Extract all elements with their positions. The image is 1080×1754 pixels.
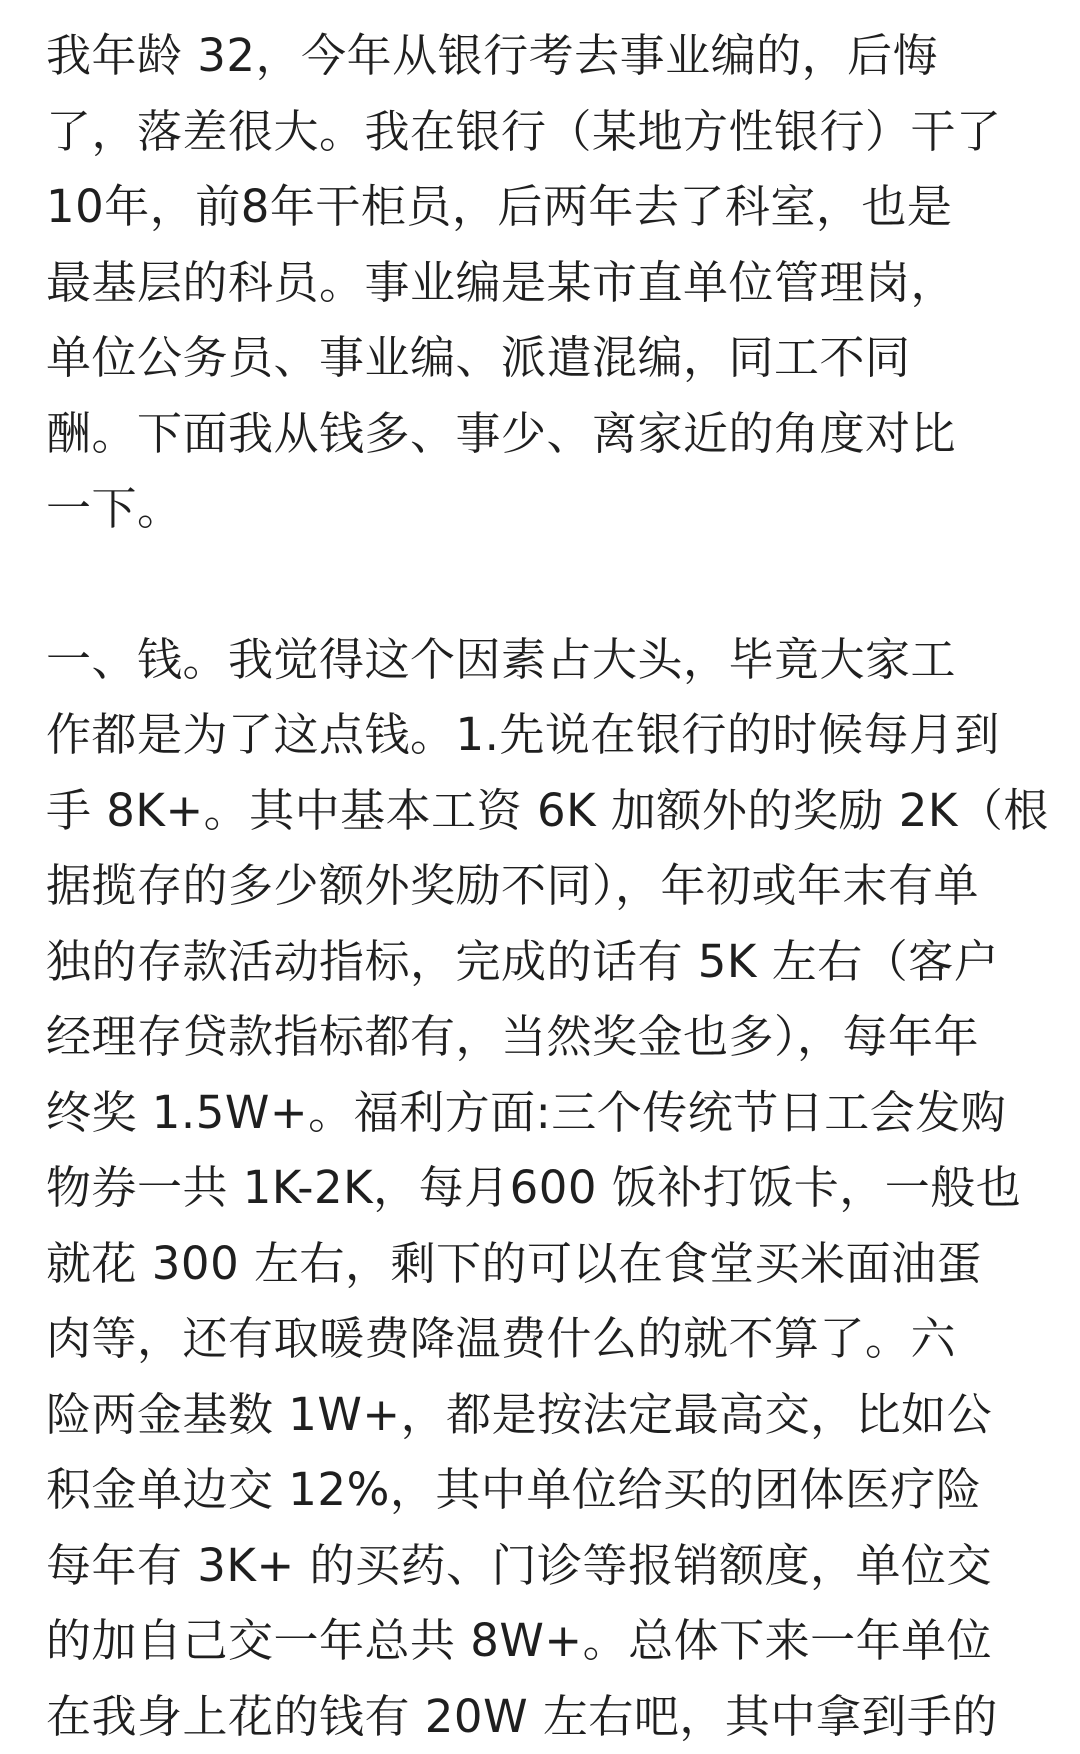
money-section-paragraph: 一、钱。我觉得这个因素占大头，毕竟大家工 作都是为了这点钱。1.先说在银行的时候每月到 手 8K+。其中基本工资 6K 加额外的奖励 2K（根 据揽存的多少额外奖励不同），年初或年末有单 独的存款活动指标，完成的话有 5K 左右（客户 经理存贷款指标都有，当然奖金也多），每年年 终奖 1.5W+。福利方面:三个传统节日工会发购 物券一共 1K-2K，每月600 饭补打饭卡，一般也 就花 300 左右，剩下的可以在食堂买米面油蛋 肉等，还有取暖费降温费什么的就不算了。六 险两金基数 1W+，都是按法定最高交，比如公 积金单边交 12%，其中单位给买的团体医疗险 每年有 3K+ 的买药、门诊等报销额度，单位交 的加自己交一年总共 8W+。总体下来一年单位 在我身上花的钱有 20W 左右吧，其中拿到手的 [46,622,1056,1754]
intro-paragraph: 我年龄 32，今年从银行考去事业编的，后悔 了，落差很大。我在银行（某地方性银行）干了 10年，前8年干柜员，后两年去了科室，也是 最基层的科员。事业编是某市直单位管理岗， 单位公务员、事业编、派遣混编，同工不同 酬。下面我从钱多、事少、离家近的角度对比 一下。 [46,18,1056,547]
paragraph-gap [46,547,1056,622]
article-body [46,18,1056,1754]
